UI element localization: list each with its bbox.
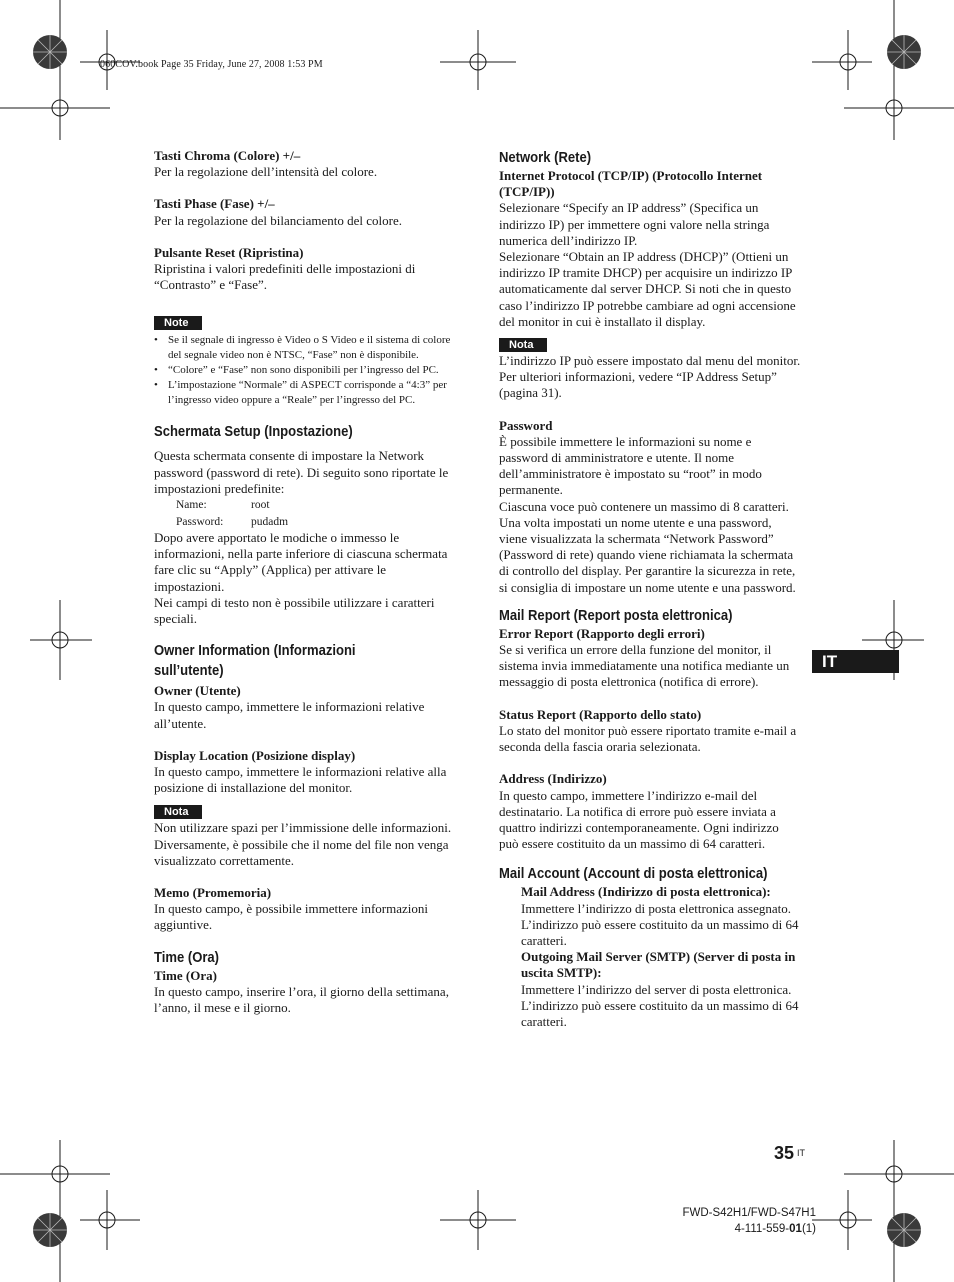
time-title: Time (Ora) bbox=[154, 967, 217, 983]
setup-text: Questa schermata consente di impostare la Network password (password di rete). Di seguito sono riportate le impostazioni predefinite: bbox=[154, 448, 449, 496]
smtp-text-2: L’indirizzo può essere costituito da un massimo di 64 caratteri. bbox=[521, 997, 799, 1029]
chroma-title: Tasti Chroma (Colore) +/– bbox=[154, 148, 301, 163]
left-column bbox=[154, 148, 454, 1016]
part-number bbox=[682, 1221, 816, 1237]
page-number-value: 35 bbox=[774, 1143, 795, 1163]
mail-account-heading: Mail Account (Account di posta elettronica) bbox=[499, 866, 768, 883]
part-number-suffix: (1) bbox=[801, 1223, 816, 1235]
file-header: 060COV.book Page 35 Friday, June 27, 2008 1:53 PM bbox=[100, 59, 323, 70]
right-column bbox=[499, 148, 801, 1030]
cred-password-value: pudadm bbox=[251, 515, 289, 528]
language-tab: IT bbox=[812, 650, 899, 673]
part-number-revision: 01 bbox=[789, 1223, 802, 1235]
owner-heading: Owner Information (Informazioni sull’utente) bbox=[154, 643, 356, 680]
memo-title: Memo (Promemoria) bbox=[154, 885, 272, 901]
note-item: • L’impostazione “Normale” di ASPECT corrisponde a “4:3” per l’ingresso video oppure a “Reale” per l’ingresso del PC. bbox=[154, 378, 454, 408]
tcpip-text-1: Selezionare “Specify an IP address” (Specifica un indirizzo IP) per immettere ogni valore nella stringa numerica dell’indirizzo IP. bbox=[499, 200, 770, 248]
page-number bbox=[774, 1143, 805, 1164]
nota-label: Nota bbox=[154, 805, 202, 819]
smtp-text-1: Immettere l’indirizzo del server di posta elettronica. bbox=[521, 981, 792, 997]
mail-report-heading: Mail Report (Report posta elettronica) bbox=[499, 607, 733, 624]
setup-heading: Schermata Setup (Inpostazione) bbox=[154, 424, 353, 441]
credentials-password bbox=[154, 514, 454, 531]
status-report-title: Status Report (Rapporto dello stato) bbox=[499, 706, 702, 722]
tcpip-title: Internet Protocol (TCP/IP) (Protocollo Internet (TCP/IP)) bbox=[499, 168, 763, 200]
setup-text-3: Nei campi di testo non è possibile utilizzare i caratteri speciali. bbox=[154, 594, 435, 627]
credentials-name bbox=[154, 497, 454, 514]
cred-name-value: root bbox=[251, 499, 270, 512]
phase-text: Per la regolazione del bilanciamento del colore. bbox=[154, 212, 402, 228]
location-text: In questo campo, immettere le informazioni relative alla posizione di installazione del monitor. bbox=[154, 764, 447, 796]
nota-label: Nota bbox=[499, 338, 547, 352]
location-note: Non utilizzare spazi per l’immissione delle informazioni. Diversamente, è possibile che il nome del file non venga visualizzato correttamente. bbox=[154, 820, 452, 868]
reset-title: Pulsante Reset (Ripristina) bbox=[154, 244, 304, 260]
memo-text: In questo campo, è possibile immettere informazioni aggiuntive. bbox=[154, 901, 429, 933]
note-item: • Se il segnale di ingresso è Video o S Video e il sistema di colore del segnale video non è NTSC, “Fase” non è disponibile. bbox=[154, 333, 454, 363]
owner-text: In questo campo, immettere le informazioni relative all’utente. bbox=[154, 699, 425, 731]
error-report-title: Error Report (Rapporto degli errori) bbox=[499, 625, 705, 641]
notes-list bbox=[154, 333, 454, 408]
mail-address-text-2: L’indirizzo può essere costituito da un massimo di 64 caratteri. bbox=[521, 916, 799, 948]
status-report-text: Lo stato del monitor può essere riportato tramite e-mail a seconda della fascia oraria selezionata. bbox=[499, 722, 797, 755]
mail-address-text-1: Immettere l’indirizzo di posta elettronica assegnato. bbox=[521, 900, 792, 916]
network-heading: Network (Rete) bbox=[499, 150, 592, 166]
tcpip-text-2: Selezionare “Obtain an IP address (DHCP)” (Ottieni un indirizzo IP tramite DHCP) per acquisire un indirizzo IP automaticamente dal server DHCP. Si noti che in questo caso l’indirizzo IP potrebbe cambiare ad ogni accensione del monitor in cui è installato il display. bbox=[499, 249, 796, 329]
address-title: Address (Indirizzo) bbox=[499, 771, 607, 787]
note-label: Note bbox=[154, 316, 202, 330]
page-number-suffix: IT bbox=[797, 1148, 806, 1158]
model-info bbox=[682, 1205, 816, 1237]
smtp-title: Outgoing Mail Server (SMTP) (Server di posta in uscita SMTP): bbox=[521, 949, 796, 981]
reset-text: Ripristina i valori predefiniti delle impostazioni di “Contrasto” e “Fase”. bbox=[154, 261, 416, 293]
password-text-2: Ciascuna voce può contenere un massimo di 8 caratteri. bbox=[499, 498, 789, 514]
note-item: • “Colore” e “Fase” non sono disponibili per l’ingresso del PC. bbox=[154, 363, 454, 378]
cred-name-key: Name: bbox=[176, 499, 207, 512]
time-heading: Time (Ora) bbox=[154, 949, 220, 966]
part-number-prefix: 4-111-559- bbox=[734, 1223, 790, 1235]
error-report-text: Se si verifica un errore della funzione del monitor, il sistema invia immediatamente una notifica mediante un messaggio di posta elettronica (notifica di errore). bbox=[499, 642, 790, 690]
model-names: FWD-S42H1/FWD-S47H1 bbox=[682, 1207, 816, 1219]
cred-password-key: Password: bbox=[176, 515, 224, 528]
address-text: In questo campo, immettere l’indirizzo e-mail del destinatario. La notifica di errore può essere inviata a quattro indirizzi contemporaneamente. Ogni indirizzo può essere costituito da un massimo di 64 caratteri. bbox=[499, 787, 779, 852]
password-text-3: Una volta impostati un nome utente e una password, viene visualizzata la schermata “Network Password” (Password di rete) quando viene richiamata la schermata di controllo del display. Per garantire la sicurezza in rete, si consiglia di impostare un nome utente e una password. bbox=[499, 514, 796, 595]
setup-text-2: Dopo avere apportato le modiche o immesso le informazioni, nella parte inferiore di ciascuna schermata fare clic su “Apply” (Applica) per attivare le impostazioni. bbox=[154, 530, 448, 594]
password-title: Password bbox=[499, 417, 553, 433]
tcpip-note: L’indirizzo IP può essere impostato dal menu del monitor. Per ulteriori informazioni, vedere “IP Address Setup” (pagina 31). bbox=[499, 353, 801, 401]
chroma-text: Per la regolazione dell’intensità del colore. bbox=[154, 164, 378, 180]
time-text: In questo campo, inserire l’ora, il giorno della settimana, l’anno, il mese e il giorno. bbox=[154, 983, 449, 1016]
owner-title: Owner (Utente) bbox=[154, 683, 241, 699]
password-text-1: È possibile immettere le informazioni su nome e password di amministratore e utente. Il nome dell’amministratore è impostato su “root” in modo permanente. bbox=[499, 433, 762, 498]
phase-title: Tasti Phase (Fase) +/– bbox=[154, 196, 275, 212]
mail-address-title: Mail Address (Indirizzo di posta elettronica): bbox=[521, 884, 771, 900]
location-title: Display Location (Posizione display) bbox=[154, 747, 356, 763]
